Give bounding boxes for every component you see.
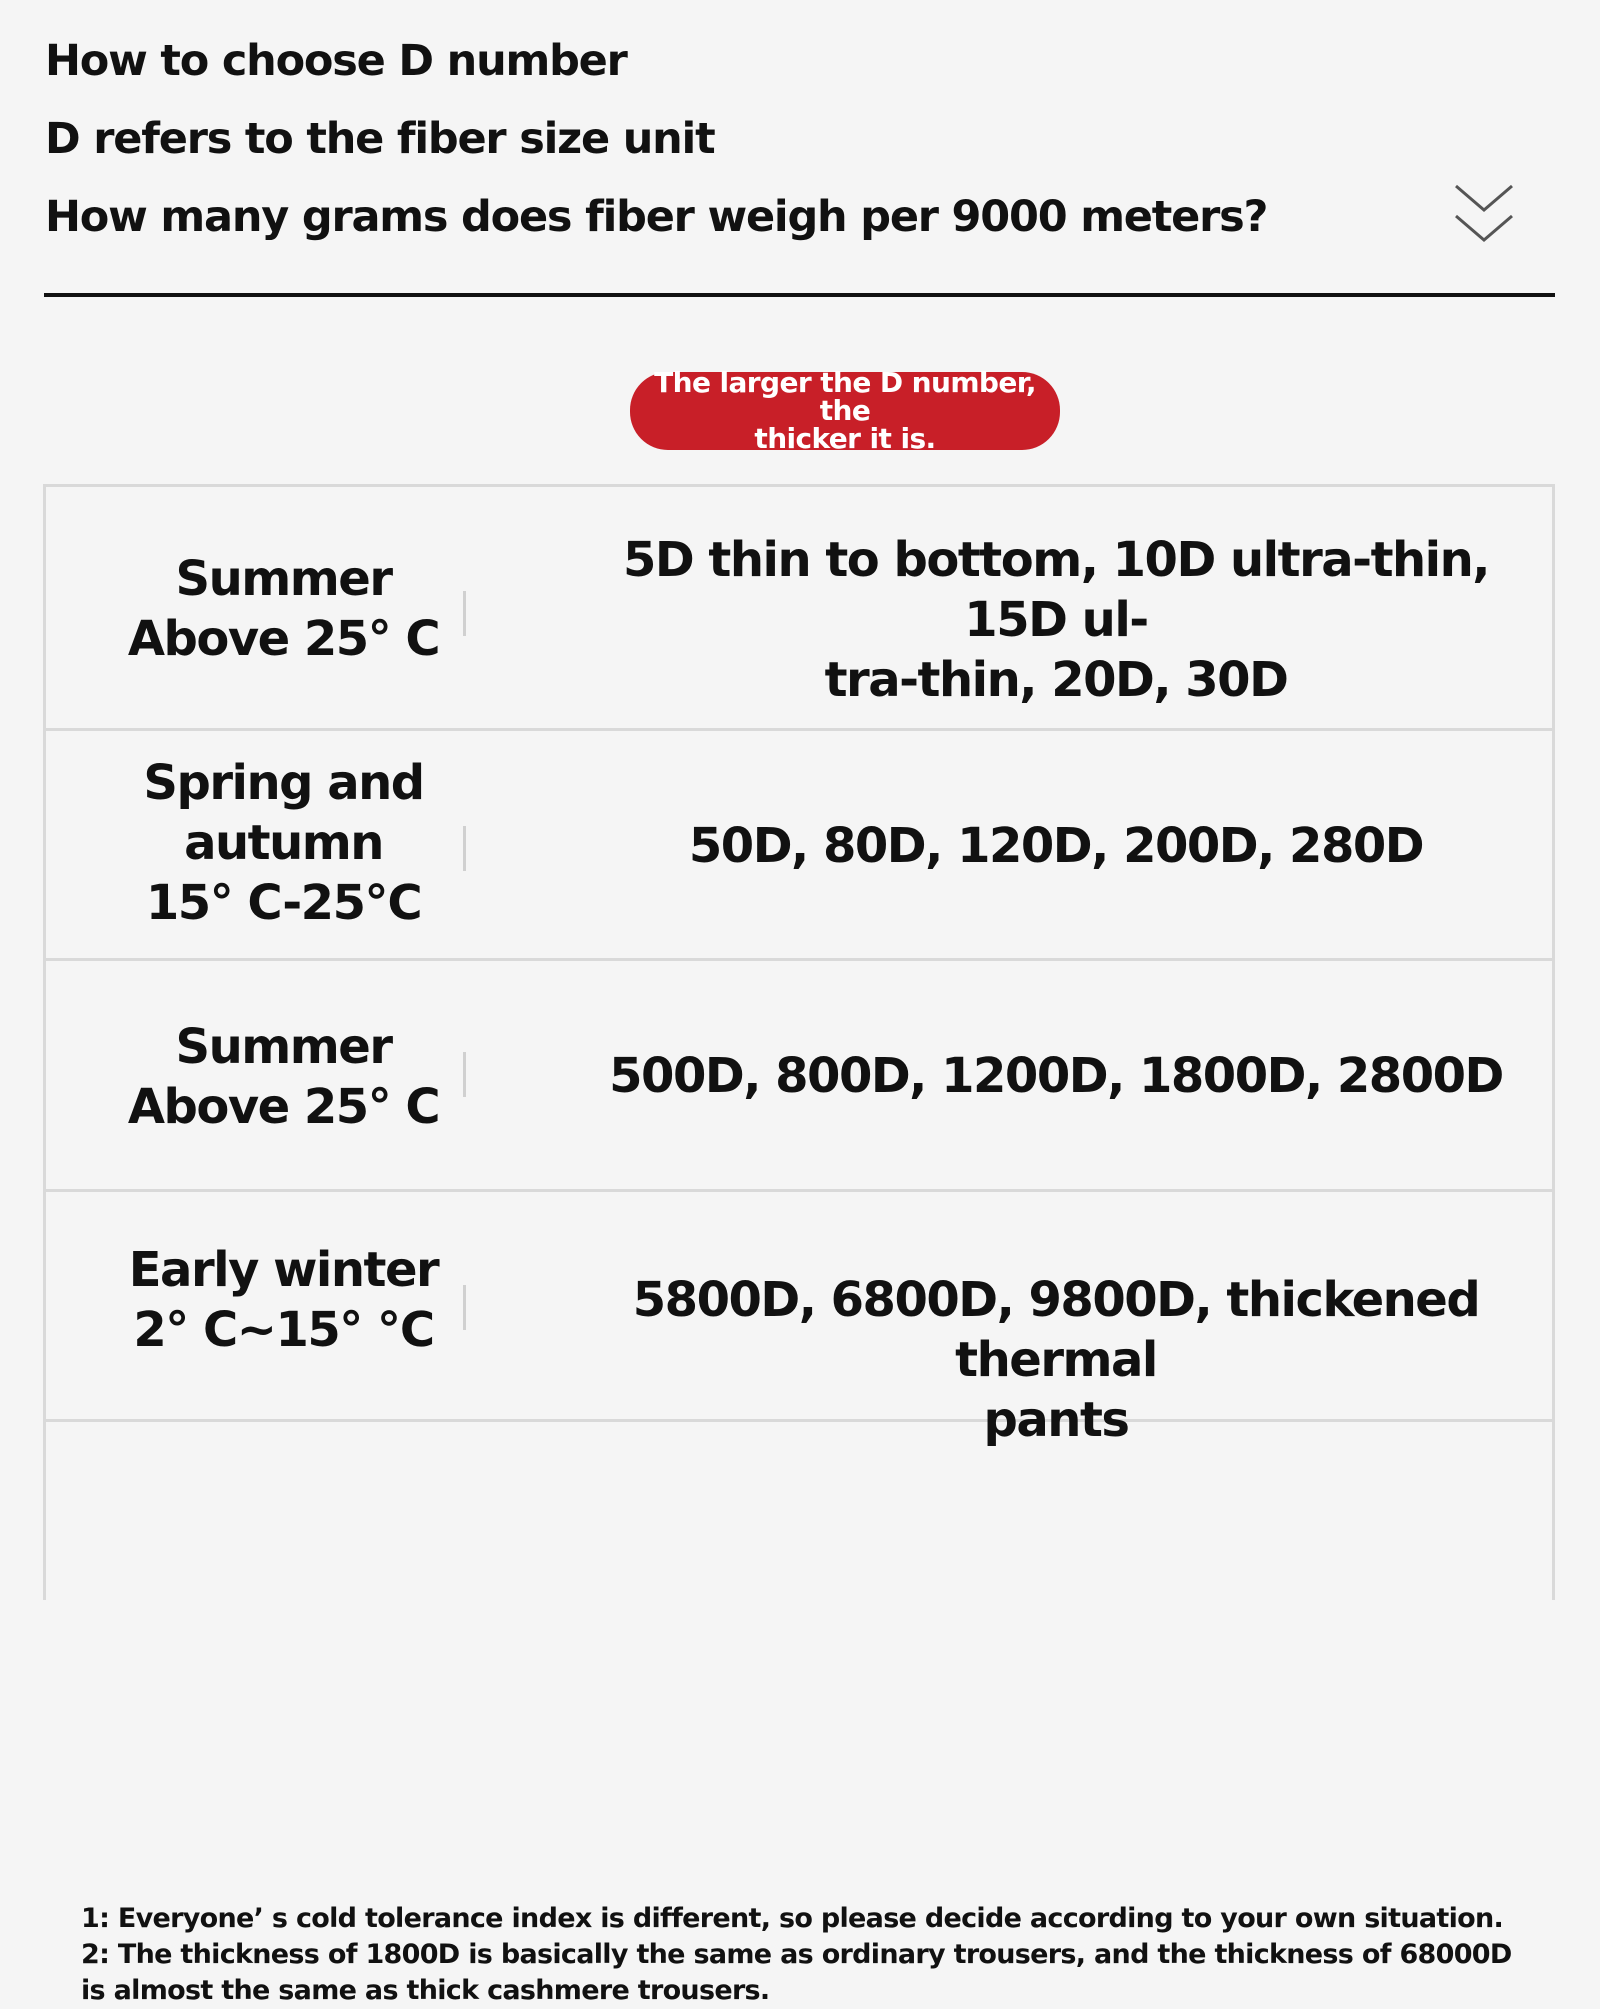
- season-line: autumn: [184, 815, 383, 871]
- table-row: [46, 1192, 1552, 1448]
- cell-divider: [463, 1285, 466, 1330]
- value-line: pants: [983, 1392, 1129, 1448]
- season-line: Summer: [175, 551, 392, 607]
- d-values-cell: [566, 1270, 1546, 1450]
- value-line: tra-thin, 20D, 30D: [824, 652, 1288, 708]
- table-row: [46, 731, 1552, 961]
- season-cell: [76, 549, 491, 669]
- badge-text-line1: The larger the D number, the: [654, 366, 1036, 427]
- value-line: 500D, 800D, 1200D, 1800D, 2800D: [609, 1048, 1503, 1104]
- value-line: 50D, 80D, 120D, 200D, 280D: [688, 818, 1424, 874]
- cell-divider: [463, 591, 466, 636]
- d-values-cell: [566, 530, 1546, 710]
- header-divider: [44, 293, 1555, 297]
- note-1: 1: Everyone’ s cold tolerance index is different, so please decide according to your own situation.: [81, 1903, 1504, 1934]
- thickness-badge: [630, 366, 1060, 455]
- season-cell: [76, 753, 491, 933]
- season-cell: [76, 1240, 491, 1360]
- cell-divider: [463, 826, 466, 871]
- d-number-table: [43, 484, 1555, 2006]
- season-line: Spring and: [143, 755, 424, 811]
- cell-divider: [463, 1052, 466, 1097]
- season-line: Above 25° C: [127, 611, 440, 667]
- season-line: 15° C-25℃: [145, 875, 422, 931]
- d-values-cell: [566, 1046, 1546, 1106]
- season-line: 2° C~15° ℃: [133, 1302, 434, 1358]
- value-line: 5D thin to bottom, 10D ultra-thin, 15D ul-: [622, 532, 1490, 648]
- table-row: [46, 487, 1552, 731]
- header-title: How to choose D number: [45, 36, 627, 86]
- season-cell: [76, 1017, 491, 1137]
- notes: [81, 1901, 1531, 2009]
- chevron-double-down-icon: [1452, 182, 1516, 244]
- season-line: Summer: [175, 1019, 392, 1075]
- note-2: 2: The thickness of 1800D is basically the same as ordinary trousers, and the thickness of 68000D is almost the same as thick cashmere trousers.: [81, 1939, 1512, 2006]
- header-question: How many grams does fiber weigh per 9000 meters?: [45, 192, 1268, 242]
- season-line: Above 25° C: [127, 1079, 440, 1135]
- season-line: Early winter: [128, 1242, 439, 1298]
- d-values-cell: [566, 816, 1546, 876]
- badge-text-line2: thicker it is.: [754, 422, 936, 455]
- table-row: [46, 961, 1552, 1192]
- value-line: 5800D, 6800D, 9800D, thickened thermal: [632, 1272, 1480, 1388]
- header: [45, 22, 1555, 256]
- header-subtitle: D refers to the fiber size unit: [45, 114, 715, 164]
